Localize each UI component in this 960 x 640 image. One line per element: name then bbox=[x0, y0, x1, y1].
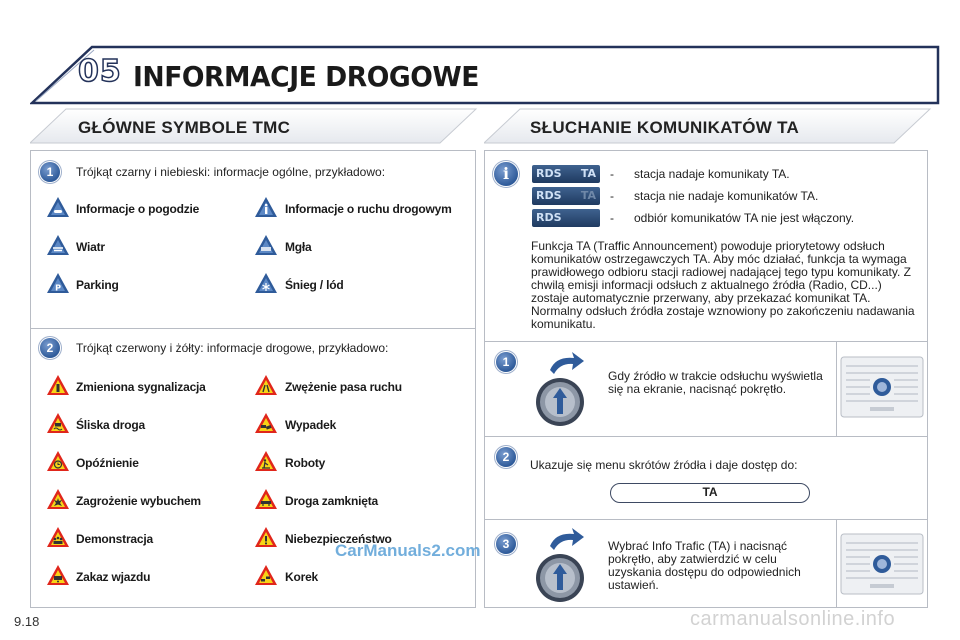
road-closed-icon bbox=[254, 488, 278, 510]
weather-info-icon bbox=[46, 196, 70, 218]
step-1-badge: 1 bbox=[496, 352, 516, 372]
rds-dash: - bbox=[610, 167, 614, 181]
symbol-label: Wypadek bbox=[285, 418, 337, 432]
info-icon: i bbox=[494, 162, 518, 186]
rds-desc: stacja nie nadaje komunikatów TA. bbox=[634, 189, 819, 203]
rds-ta-display: RDS TA bbox=[532, 165, 600, 183]
panel-divider bbox=[31, 328, 475, 329]
chapter-number: 05 bbox=[78, 54, 122, 89]
symbol-label: Zwężenie pasa ruchu bbox=[285, 380, 402, 394]
symbol-label: Opóźnienie bbox=[76, 456, 139, 470]
lane-narrowing-icon bbox=[254, 374, 278, 396]
panel-divider bbox=[836, 342, 837, 436]
symbol-label: Wiatr bbox=[76, 240, 105, 254]
rds-ta-off-display: RDS TA bbox=[532, 187, 600, 205]
rds-dash: - bbox=[610, 211, 614, 225]
symbol-label: Demonstracja bbox=[76, 532, 153, 546]
watermark: CarManuals2.com bbox=[335, 541, 481, 560]
panel-divider bbox=[836, 520, 837, 608]
symbol-label: Zagrożenie wybuchem bbox=[76, 494, 201, 508]
ta-description: Funkcja TA (Traffic Announcement) powoduje priorytetowy odsłuch komunikatów ostrzegawczych TA. Aby móc działać, funkcja ta wymaga prawidłowego odbioru stacji radiowej nadającej tego typu komunikaty. Z chwilą emisji informacji odsłuch z aktualnego źródła (Radio, CD...) zostaje automatycznie przerwany, aby przekazać komunikat TA. Normalny odsłuch źródła zostaje wznowiony po zakończeniu nadawania komunikatu. bbox=[531, 239, 915, 331]
no-entry-icon bbox=[46, 564, 70, 586]
left-section-title: GŁÓWNE SYMBOLE TMC bbox=[78, 118, 291, 137]
symbol-label: Śliska droga bbox=[76, 418, 145, 432]
rotary-knob-press-icon bbox=[530, 524, 596, 604]
step-1-text: Gdy źródło w trakcie odsłuchu wyświetla się na ekranie, nacisnąć pokrętło. bbox=[608, 369, 823, 396]
ta-menu-button[interactable]: TA bbox=[610, 483, 810, 503]
page-title: INFORMACJE DROGOWE bbox=[133, 60, 479, 93]
page-number: 9.18 bbox=[14, 614, 40, 629]
traffic-jam-icon bbox=[254, 564, 278, 586]
symbol-label: Korek bbox=[285, 570, 319, 584]
svg-text:P: P bbox=[55, 283, 61, 293]
step-2-badge: 2 bbox=[40, 338, 60, 358]
symbol-label: Zakaz wjazdu bbox=[76, 570, 151, 584]
rotary-knob-press-icon bbox=[530, 348, 596, 428]
radio-panel-icon bbox=[840, 356, 924, 418]
step-1-badge: 1 bbox=[40, 162, 60, 182]
roadworks-icon bbox=[254, 450, 278, 472]
panel-divider bbox=[485, 436, 927, 437]
wind-icon bbox=[46, 234, 70, 256]
rds-only-display: RDS bbox=[532, 209, 600, 227]
panel-divider bbox=[485, 341, 927, 342]
parking-icon bbox=[46, 272, 70, 294]
symbol-label: Zmieniona sygnalizacja bbox=[76, 380, 206, 394]
symbol-label: Niebezpieczeństwo bbox=[285, 532, 392, 546]
symbol-label: Informacje o ruchu drogowym bbox=[285, 202, 452, 216]
fog-icon bbox=[254, 234, 278, 256]
explosion-hazard-icon bbox=[46, 488, 70, 510]
demonstration-icon bbox=[46, 526, 70, 548]
step-3-badge: 3 bbox=[496, 534, 516, 554]
rds-desc: odbiór komunikatów TA nie jest włączony. bbox=[634, 211, 855, 225]
symbol-label: Parking bbox=[76, 278, 119, 292]
snow-ice-icon bbox=[254, 272, 278, 294]
step-2-badge: 2 bbox=[496, 447, 516, 467]
slippery-road-icon bbox=[46, 412, 70, 434]
traffic-info-icon bbox=[254, 196, 278, 218]
changed-signals-icon bbox=[46, 374, 70, 396]
right-section-title: SŁUCHANIE KOMUNIKATÓW TA bbox=[530, 118, 800, 137]
symbol-label: Roboty bbox=[285, 456, 326, 470]
group2-intro: Trójkąt czerwony i żółty: informacje drogowe, przykładowo: bbox=[76, 341, 389, 355]
symbol-label: Mgła bbox=[285, 240, 312, 254]
danger-icon bbox=[254, 526, 278, 548]
site-watermark: carmanualsonline.info bbox=[690, 608, 896, 630]
rds-dash: - bbox=[610, 189, 614, 203]
rds-desc: stacja nadaje komunikaty TA. bbox=[634, 167, 790, 181]
symbol-label: Śnieg / lód bbox=[285, 278, 344, 292]
symbol-label: Informacje o pogodzie bbox=[76, 202, 200, 216]
group1-intro: Trójkąt czarny i niebieski: informacje ogólne, przykładowo: bbox=[76, 165, 386, 179]
step-3-text: Wybrać Info Trafic (TA) i nacisnąć pokrętło, aby zatwierdzić w celu uzyskania dostępu do odpowiednich ustawień. bbox=[608, 539, 801, 592]
step-2-text: Ukazuje się menu skrótów źródła i daje dostęp do: bbox=[530, 458, 798, 472]
symbol-label: Droga zamknięta bbox=[285, 494, 379, 508]
panel-divider bbox=[485, 519, 927, 520]
delay-icon bbox=[46, 450, 70, 472]
radio-panel-icon bbox=[840, 533, 924, 595]
accident-icon bbox=[254, 412, 278, 434]
